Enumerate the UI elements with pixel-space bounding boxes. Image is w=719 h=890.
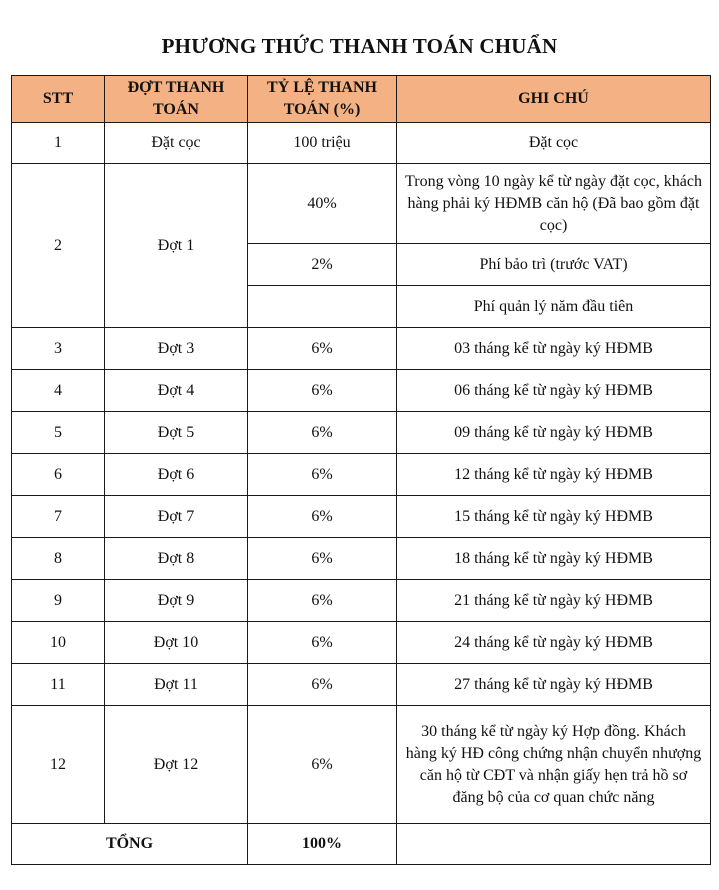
cell-stt: 5: [12, 412, 105, 454]
total-row: [12, 824, 711, 865]
cell-stt: 2: [12, 164, 105, 328]
cell-ty-le: 6%: [248, 664, 397, 706]
cell-dot: Đợt 11: [105, 664, 248, 706]
cell-ty-le: [248, 286, 397, 328]
table-row: [12, 328, 711, 370]
cell-ty-le: 6%: [248, 622, 397, 664]
table-row: [12, 706, 711, 824]
cell-dot: Đợt 6: [105, 454, 248, 496]
cell-ghi-chu: 30 tháng kể từ ngày ký Hợp đồng. Khách hàng ký HĐ công chứng nhận chuyển nhượng căn hộ từ CĐT và nhận giấy hẹn trả hồ sơ đăng bộ của cơ quan chức năng: [397, 706, 711, 824]
total-label: TỔNG: [12, 824, 248, 865]
cell-stt: 3: [12, 328, 105, 370]
cell-ty-le: 6%: [248, 580, 397, 622]
cell-ghi-chu: 09 tháng kể từ ngày ký HĐMB: [397, 412, 711, 454]
table-row: [12, 664, 711, 706]
cell-stt: 7: [12, 496, 105, 538]
cell-ty-le: 6%: [248, 412, 397, 454]
cell-ghi-chu: Đặt cọc: [397, 123, 711, 164]
cell-ghi-chu: 12 tháng kể từ ngày ký HĐMB: [397, 454, 711, 496]
cell-ghi-chu: Phí quản lý năm đầu tiên: [397, 286, 711, 328]
cell-dot: Đợt 10: [105, 622, 248, 664]
header-ghi-chu: GHI CHÚ: [397, 76, 711, 123]
header-dot-thanh-toan: ĐỢT THANH TOÁN: [105, 76, 248, 123]
cell-ty-le: 6%: [248, 706, 397, 824]
cell-dot: Đợt 12: [105, 706, 248, 824]
cell-ghi-chu: 18 tháng kể từ ngày ký HĐMB: [397, 538, 711, 580]
cell-ghi-chu: 27 tháng kể từ ngày ký HĐMB: [397, 664, 711, 706]
cell-stt: 8: [12, 538, 105, 580]
table-row: [12, 123, 711, 164]
cell-stt: 10: [12, 622, 105, 664]
table-row: [12, 454, 711, 496]
page-title: PHƯƠNG THỨC THANH TOÁN CHUẨN: [161, 34, 558, 58]
cell-dot: Đợt 5: [105, 412, 248, 454]
cell-ty-le: 100 triệu: [248, 123, 397, 164]
cell-dot: Đợt 1: [105, 164, 248, 328]
cell-ty-le: 6%: [248, 538, 397, 580]
cell-stt: 4: [12, 370, 105, 412]
payment-schedule-table: [11, 75, 711, 865]
table-row: [12, 580, 711, 622]
cell-ghi-chu: 21 tháng kể từ ngày ký HĐMB: [397, 580, 711, 622]
cell-ghi-chu: 15 tháng kể từ ngày ký HĐMB: [397, 496, 711, 538]
header-ty-le: TỶ LỆ THANH TOÁN (%): [248, 76, 397, 123]
cell-ty-le: 40%: [248, 164, 397, 244]
cell-dot: Đợt 3: [105, 328, 248, 370]
cell-dot: Đặt cọc: [105, 123, 248, 164]
total-percent: 100%: [248, 824, 397, 865]
cell-ghi-chu: 24 tháng kể từ ngày ký HĐMB: [397, 622, 711, 664]
cell-ty-le: 6%: [248, 370, 397, 412]
cell-ty-le: 6%: [248, 328, 397, 370]
cell-ghi-chu: 03 tháng kể từ ngày ký HĐMB: [397, 328, 711, 370]
cell-stt: 6: [12, 454, 105, 496]
cell-dot: Đợt 8: [105, 538, 248, 580]
table-row: [12, 496, 711, 538]
cell-ty-le: 6%: [248, 454, 397, 496]
cell-dot: Đợt 4: [105, 370, 248, 412]
cell-ghi-chu: 06 tháng kể từ ngày ký HĐMB: [397, 370, 711, 412]
cell-ty-le: 2%: [248, 244, 397, 286]
cell-ghi-chu: Trong vòng 10 ngày kể từ ngày đặt cọc, khách hàng phải ký HĐMB căn hộ (Đã bao gồm đặt cọc): [397, 164, 711, 244]
cell-stt: 11: [12, 664, 105, 706]
table-row: [12, 538, 711, 580]
cell-stt: 9: [12, 580, 105, 622]
table-row: [12, 370, 711, 412]
cell-dot: Đợt 7: [105, 496, 248, 538]
header-stt: STT: [12, 76, 105, 123]
cell-stt: 1: [12, 123, 105, 164]
cell-stt: 12: [12, 706, 105, 824]
cell-ty-le: 6%: [248, 496, 397, 538]
cell-ghi-chu: Phí bảo trì (trước VAT): [397, 244, 711, 286]
cell-dot: Đợt 9: [105, 580, 248, 622]
table-row: [12, 622, 711, 664]
table-row: [12, 164, 711, 244]
total-note: [397, 824, 711, 865]
table-header-row: [12, 76, 711, 123]
table-row: [12, 412, 711, 454]
